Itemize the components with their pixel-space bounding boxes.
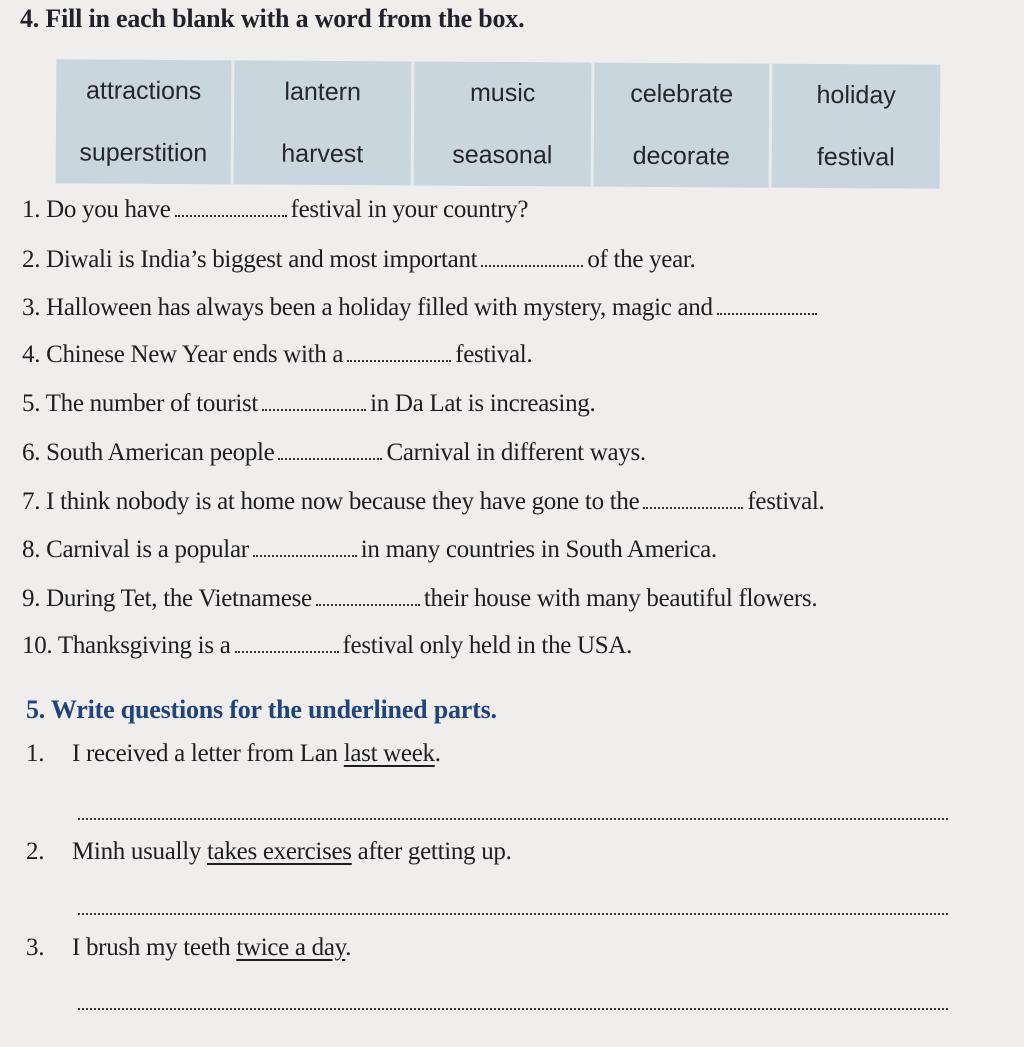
blank-line[interactable]: [278, 440, 382, 460]
item-text-after: festival.: [747, 488, 825, 515]
word-box: [56, 59, 941, 188]
word-box-cell: decorate: [594, 125, 772, 188]
item-text-after: in many countries in South America.: [360, 536, 717, 563]
exercise-4-title: 4. Fill in each blank with a word from the box.: [20, 4, 525, 33]
question-item: [26, 740, 441, 768]
answer-line[interactable]: [78, 1008, 948, 1010]
item-number: 1.: [26, 740, 45, 767]
item-text-after: .: [345, 934, 352, 961]
blank-line[interactable]: [347, 342, 451, 362]
fill-blank-item: [22, 196, 528, 224]
word-box-cell: festival: [816, 142, 895, 171]
item-text-after: festival only held in the USA.: [342, 632, 633, 659]
fill-blank-item: [22, 488, 825, 516]
item-text-before: 10. Thanksgiving is a: [22, 632, 231, 659]
answer-line[interactable]: [78, 913, 948, 915]
fill-blank-item: [22, 632, 632, 660]
word-box-cell: harvest: [234, 122, 414, 185]
word-box-cell: holiday: [816, 80, 896, 109]
item-number: 2.: [26, 838, 45, 865]
fill-blank-item: [22, 390, 595, 418]
word-box-cell: superstition: [56, 121, 234, 184]
item-text-after: Carnival in different ways.: [386, 439, 646, 466]
fill-blank-item: [22, 341, 532, 369]
item-text-before: I brush my teeth: [72, 934, 237, 961]
item-text-after: of the year.: [587, 246, 696, 273]
question-item: [26, 838, 512, 866]
item-number: 3.: [26, 934, 45, 961]
item-text-before: Minh usually: [72, 838, 207, 865]
item-text-before: 1. Do you have: [22, 196, 171, 223]
blank-line[interactable]: [235, 633, 339, 653]
blank-line[interactable]: [717, 295, 817, 315]
item-text-after: festival in your country?: [290, 196, 529, 223]
fill-blank-item: [22, 585, 817, 613]
item-text-before: 7. I think nobody is at home now because they have gone to the: [22, 488, 640, 515]
item-text-after: festival.: [455, 341, 533, 368]
item-text-before: 5. The number of tourist: [22, 390, 259, 417]
item-text-before: 6. South American people: [22, 439, 275, 466]
item-text-before: 9. During Tet, the Vietnamese: [22, 585, 312, 612]
item-text-before: 4. Chinese New Year ends with a: [22, 341, 344, 368]
word-box-cell: seasonal: [414, 123, 594, 186]
item-text-after: .: [434, 740, 441, 767]
item-text-before: 3. Halloween has always been a holiday filled with mystery, magic and: [22, 294, 713, 321]
question-item: [26, 934, 351, 962]
word-box-cell: lantern: [234, 60, 414, 123]
fill-blank-item: [22, 536, 717, 564]
item-text-before: 8. Carnival is a popular: [22, 536, 249, 563]
word-box-cell: celebrate: [594, 63, 772, 126]
underlined-part: twice a day: [236, 934, 346, 961]
item-text-before: 2. Diwali is India’s biggest and most important: [22, 246, 478, 273]
word-box-cell: music: [414, 61, 594, 124]
blank-line[interactable]: [316, 586, 420, 606]
blank-line[interactable]: [643, 489, 743, 509]
underlined-part: takes exercises: [207, 838, 352, 865]
fill-blank-item: [22, 439, 646, 467]
blank-line[interactable]: [262, 391, 366, 411]
underlined-part: last week: [343, 740, 435, 767]
word-box-cell: attractions: [56, 59, 234, 122]
blank-line[interactable]: [253, 537, 357, 557]
fill-blank-item: [22, 294, 821, 322]
blank-line[interactable]: [175, 197, 287, 217]
answer-line[interactable]: [78, 818, 948, 820]
item-text-after: their house with many beautiful flowers.: [423, 585, 818, 612]
item-text-after: after getting up.: [351, 838, 512, 865]
item-text-after: in Da Lat is increasing.: [370, 390, 596, 417]
exercise-5-title: 5. Write questions for the underlined parts.: [26, 695, 497, 724]
blank-line[interactable]: [481, 247, 583, 267]
item-text-before: I received a letter from Lan: [72, 740, 344, 767]
fill-blank-item: [22, 246, 695, 274]
